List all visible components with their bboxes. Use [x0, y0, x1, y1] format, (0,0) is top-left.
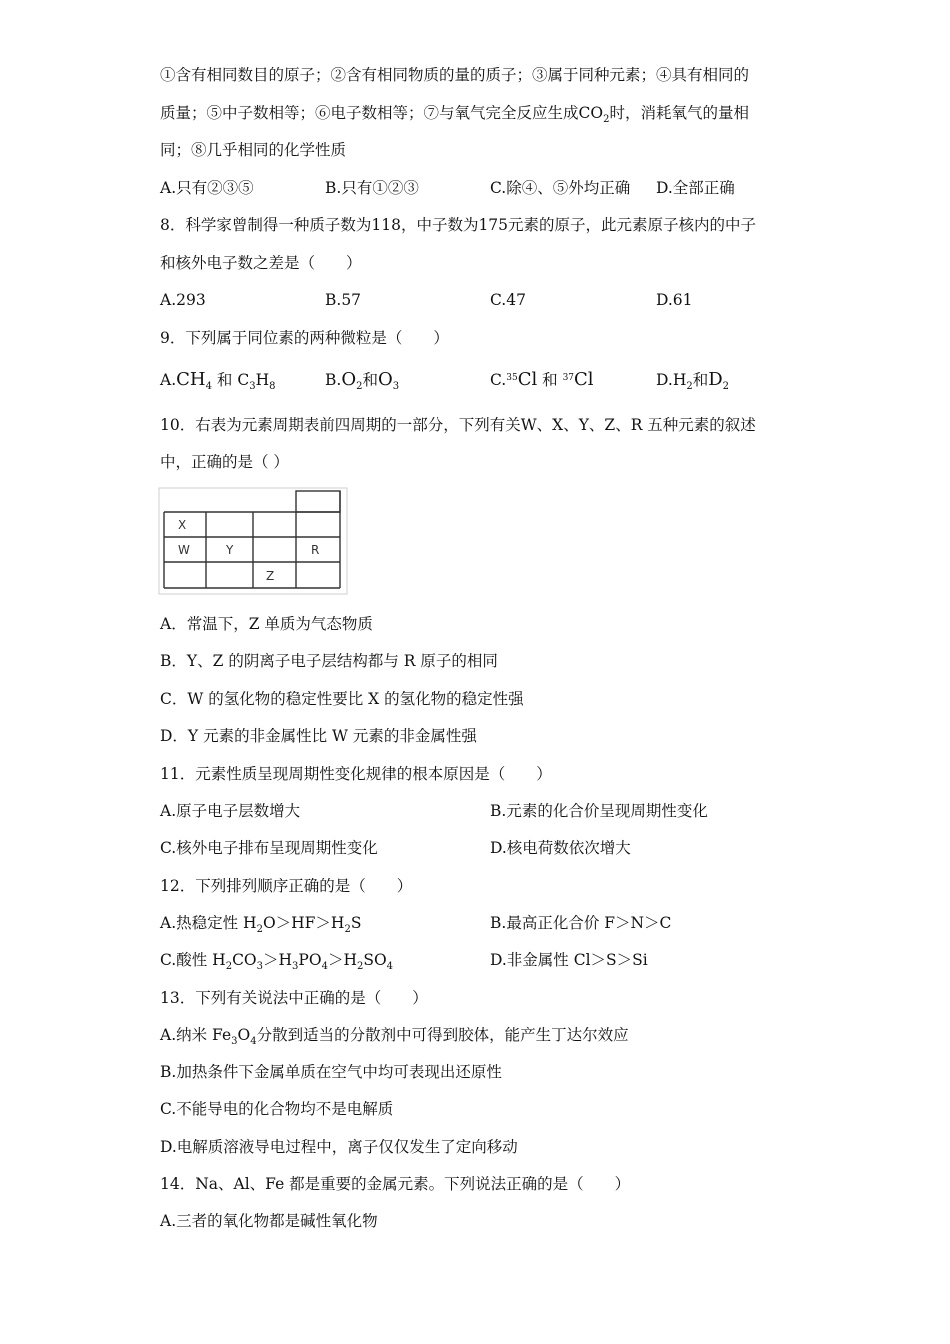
q11-stem: 11．元素性质呈现周期性变化规律的根本原因是（ ） — [160, 765, 552, 783]
cell-y-label: Y — [226, 543, 234, 557]
q12-option-d: D.非金属性 Cl＞S＞Si — [490, 951, 648, 969]
q10-stem-line-2: 中，正确的是（ ） — [160, 453, 289, 471]
q11-option-c: C.核外电子排布呈现周期性变化 — [160, 839, 378, 857]
q13-option-b: B.加热条件下金属单质在空气中均可表现出还原性 — [160, 1063, 502, 1081]
q12-option-c: C.酸性 $H_2CO_3>H_3PO_4>H_2SO_4$ — [160, 951, 394, 972]
q7-option-c: C.除④、⑤外均正确 — [490, 179, 631, 197]
q9-option-d: $D.H_2$和$D_2$ — [656, 369, 730, 392]
q7-option-a: A.只有②③⑤ — [160, 179, 254, 197]
cell-z-label: Z — [266, 569, 275, 583]
q13-option-d: D.电解质溶液导电过程中，离子仅仅发生了定向移动 — [160, 1138, 518, 1156]
q7-option-b: B.只有①②③ — [325, 179, 419, 197]
q11-option-b: B.元素的化合价呈现周期性变化 — [490, 802, 708, 820]
q10-option-c: C．W 的氢化物的稳定性要比 X 的氢化物的稳定性强 — [160, 690, 524, 708]
q7-option-d: D.全部正确 — [656, 179, 735, 197]
q8-option-a: A.293 — [160, 291, 206, 309]
top-right-cell — [296, 491, 340, 512]
q8-option-c: C.47 — [490, 291, 526, 309]
q10-option-d: D．Y 元素的非金属性比 W 元素的非金属性强 — [160, 727, 477, 745]
q12-stem: 12．下列排列顺序正确的是（ ） — [160, 877, 413, 895]
q14-stem: 14．Na、Al、Fe 都是重要的金属元素。下列说法正确的是（ ） — [160, 1175, 631, 1193]
q7-statement-line-1: ①含有相同数目的原子；②含有相同物质的量的质子；③属于同种元素；④具有相同的 — [160, 66, 750, 84]
q10-option-a: A．常温下，Z 单质为气态物质 — [160, 615, 373, 633]
q7-statement-line-3: 同；⑧几乎相同的化学性质 — [160, 141, 347, 159]
cell-x-label: X — [178, 518, 187, 532]
q9-option-a: $A.CH_4$ 和 $C_3H_8$ — [160, 369, 276, 392]
q7-line2-text-a: 质量；⑤中子数相等；⑥电子数相等；⑦与氧气完全反应生成 — [160, 104, 579, 122]
q13-option-a: A.纳米 $Fe_3O_4$分散到适当的分散剂中可得到胶体，能产生丁达尔效应 — [160, 1026, 629, 1047]
q13-stem: 13．下列有关说法中正确的是（ ） — [160, 989, 428, 1007]
q8-option-d: D.61 — [656, 291, 693, 309]
q10-stem-line-1: 10．右表为元素周期表前四周期的一部分，下列有关W、X、Y、Z、R 五种元素的叙述 — [160, 416, 756, 434]
q8-option-b: B.57 — [325, 291, 362, 309]
periodic-table-fragment — [158, 487, 348, 595]
cell-r-label: R — [311, 543, 320, 557]
periodic-table-svg — [158, 487, 348, 595]
q9-option-b: $B.O_2$和$O_3$ — [325, 369, 400, 392]
q8-stem-line-2: 和核外电子数之差是（ ） — [160, 254, 362, 272]
co2-formula: $CO_2$ — [578, 104, 610, 125]
q7-line2-text-b: 时，消耗氧气的量相 — [609, 104, 749, 122]
q11-option-a: A.原子电子层数增大 — [160, 802, 301, 820]
cell-w-label: W — [178, 543, 190, 557]
q7-statement-line-2 — [160, 103, 749, 123]
q9-stem: 9．下列属于同位素的两种微粒是（ ） — [160, 329, 449, 347]
q14-option-a: A.三者的氧化物都是碱性氧化物 — [160, 1212, 378, 1230]
q12-option-a: A.热稳定性 $H_2O>HF>H_2S$ — [160, 914, 362, 935]
q9-option-c: C.$^{35}$Cl 和 $^{37}$Cl — [490, 369, 594, 390]
q12-option-b: B.最高正化合价 F＞N＞C — [490, 914, 672, 932]
q8-stem-line-1: 8．科学家曾制得一种质子数为118，中子数为175元素的原子，此元素原子核内的中子 — [160, 216, 757, 234]
q11-option-d: D.核电荷数依次增大 — [490, 839, 631, 857]
q10-option-b: B．Y、Z 的阴离子电子层结构都与 R 原子的相同 — [160, 652, 498, 670]
q13-option-c: C.不能导电的化合物均不是电解质 — [160, 1100, 394, 1118]
